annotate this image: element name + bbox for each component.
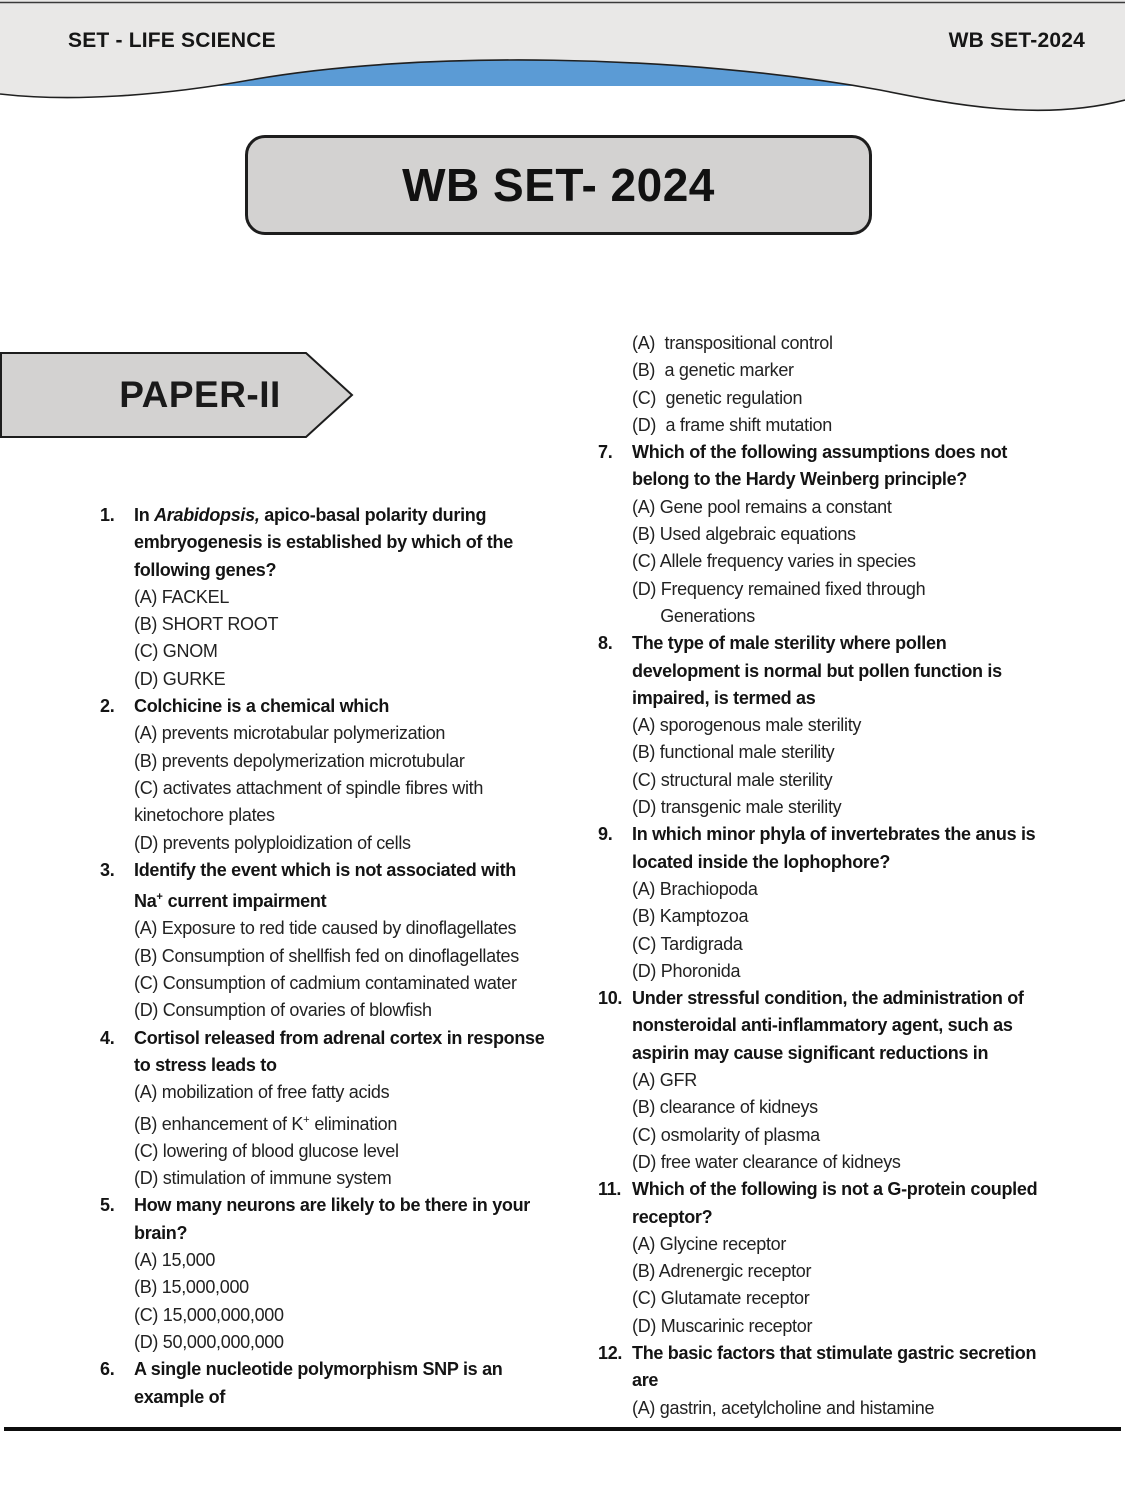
question-block xyxy=(598,1176,1118,1340)
header-wave-svg xyxy=(0,0,1125,150)
question-number: 6. xyxy=(100,1359,115,1380)
question-block xyxy=(598,1340,1118,1422)
option-line: (B) Used algebraic equations xyxy=(632,524,856,545)
question-text: Which of the following assumptions does not belong to the Hardy Weinberg principle? xyxy=(632,442,1008,490)
question-number: 11. xyxy=(598,1179,622,1200)
option-line: (C) lowering of blood glucose level xyxy=(134,1140,399,1161)
question-text: Which of the following is not a G-protein coupled receptor? xyxy=(632,1179,1038,1227)
question-text: How many neurons are likely to be there in your brain? xyxy=(134,1195,531,1243)
option-line: (D) free water clearance of kidneys xyxy=(632,1151,901,1172)
question-number xyxy=(598,330,632,439)
question-column-right xyxy=(598,330,1118,1422)
option-line: (C) 15,000,000,000 xyxy=(134,1304,284,1325)
wave-gray-band xyxy=(0,0,1125,110)
option-line: (D) Frequency remained fixed through Generations xyxy=(632,578,926,626)
question-text: Cortisol released from adrenal cortex in response to stress leads to xyxy=(134,1027,545,1075)
option-line: (B) enhancement of K+ elimination xyxy=(134,1113,398,1134)
option-line: (D) a frame shift mutation xyxy=(632,414,832,435)
exam-title-text: WB SET- 2024 xyxy=(402,159,715,211)
question-text: Colchicine is a chemical which xyxy=(134,696,390,717)
option-line: (C) GNOM xyxy=(134,641,218,662)
option-line: (C) Glutamate receptor xyxy=(632,1288,810,1309)
question-block xyxy=(100,1356,587,1411)
question-block xyxy=(100,693,587,857)
question-block xyxy=(598,821,1118,985)
option-line: (D) GURKE xyxy=(134,668,226,689)
option-line: (D) 50,000,000,000 xyxy=(134,1331,284,1352)
option-line: (B) Consumption of shellfish fed on dinoflagellates xyxy=(134,945,519,966)
question-text: A single nucleotide polymorphism SNP is an example of xyxy=(134,1359,503,1407)
question-block xyxy=(598,630,1118,821)
option-line: (A) Exposure to red tide caused by dinoflagellates xyxy=(134,918,517,939)
paper-banner-label: PAPER-II xyxy=(119,374,281,415)
option-line: (A) sporogenous male sterility xyxy=(632,715,862,736)
option-line: (A) GFR xyxy=(632,1070,697,1091)
option-line: (D) prevents polyploidization of cells xyxy=(134,832,411,853)
option-line: (D) Muscarinic receptor xyxy=(632,1315,813,1336)
question-block xyxy=(598,985,1118,1176)
question-number: 5. xyxy=(100,1195,115,1216)
question-number: 1. xyxy=(100,505,115,525)
option-line: (B) Kamptozoa xyxy=(632,906,749,927)
option-line: (B) a genetic marker xyxy=(632,360,794,381)
question-number: 2. xyxy=(100,696,115,717)
question-number: 4. xyxy=(100,1027,115,1048)
option-line: (D) stimulation of immune system xyxy=(134,1168,392,1189)
question-text: In Arabidopsis, apico-basal polarity during embryogenesis is established by which of the following genes? xyxy=(134,505,513,580)
header-subject-title: SET - LIFE SCIENCE xyxy=(68,29,276,52)
option-line: (B) functional male sterility xyxy=(632,742,835,763)
option-line: (C) Tardigrada xyxy=(632,933,743,954)
option-line: (C) genetic regulation xyxy=(632,387,803,408)
option-line: (C) osmolarity of plasma xyxy=(632,1124,820,1145)
option-line: (A) mobilization of free fatty acids xyxy=(134,1082,390,1103)
option-line: (A) gastrin, acetylcholine and histamine xyxy=(632,1397,935,1418)
header-exam-title: WB SET-2024 xyxy=(948,29,1085,52)
question-number: 9. xyxy=(598,824,613,845)
option-line: (A) Gene pool remains a constant xyxy=(632,496,892,517)
question-number: 8. xyxy=(598,633,613,654)
question-text: The type of male sterility where pollen development is normal but pollen function is impaired, is termed as xyxy=(632,633,1002,708)
question-text: The basic factors that stimulate gastric secretion are xyxy=(632,1342,1037,1391)
question-text: Under stressful condition, the administration of nonsteroidal anti-inflammatory agent, such as aspirin may cause significant reductions in xyxy=(632,988,1024,1063)
option-line: (C) Consumption of cadmium contaminated water xyxy=(134,973,517,994)
question-text: Identify the event which is not associated with Na+ current impairment xyxy=(134,859,516,912)
question-number: 3. xyxy=(100,859,115,880)
question-number: 7. xyxy=(598,442,613,463)
question-block xyxy=(100,1192,587,1356)
question-number: 10. xyxy=(598,988,623,1009)
question-block xyxy=(100,857,587,1025)
page-bottom-rule xyxy=(4,1427,1121,1431)
option-line: (A) prevents microtabular polymerization xyxy=(134,723,446,744)
option-line: (A) 15,000 xyxy=(134,1250,216,1271)
option-line: (D) Phoronida xyxy=(632,960,741,981)
question-options-continued xyxy=(598,330,1118,439)
option-line: (B) Adrenergic receptor xyxy=(632,1261,812,1282)
option-line: (C) structural male sterility xyxy=(632,769,833,790)
question-number: 12. xyxy=(598,1342,623,1363)
option-line: (B) prevents depolymerization microtubular xyxy=(134,750,465,771)
option-line: (A) Brachiopoda xyxy=(632,878,758,899)
option-line: (C) Allele frequency varies in species xyxy=(632,551,916,572)
option-line: (A) transpositional control xyxy=(632,333,833,353)
option-line: (D) transgenic male sterility xyxy=(632,797,842,818)
option-line: (A) Glycine receptor xyxy=(632,1233,787,1254)
option-line: (D) Consumption of ovaries of blowfish xyxy=(134,1000,432,1021)
question-block xyxy=(598,439,1118,630)
option-line: (B) SHORT ROOT xyxy=(134,614,279,635)
question-block xyxy=(100,1025,587,1193)
option-line: (B) clearance of kidneys xyxy=(632,1097,818,1118)
paper-banner xyxy=(0,352,354,438)
question-text: In which minor phyla of invertebrates the anus is located inside the lophophore? xyxy=(632,824,1036,872)
header-wave xyxy=(0,0,1125,150)
option-line: (A) FACKEL xyxy=(134,586,230,607)
exam-title-box xyxy=(245,135,872,235)
question-column-left xyxy=(100,502,587,1411)
option-line: (B) 15,000,000 xyxy=(134,1277,249,1298)
option-line: (C) activates attachment of spindle fibres with kinetochore plates xyxy=(134,777,484,826)
question-block xyxy=(100,502,587,693)
